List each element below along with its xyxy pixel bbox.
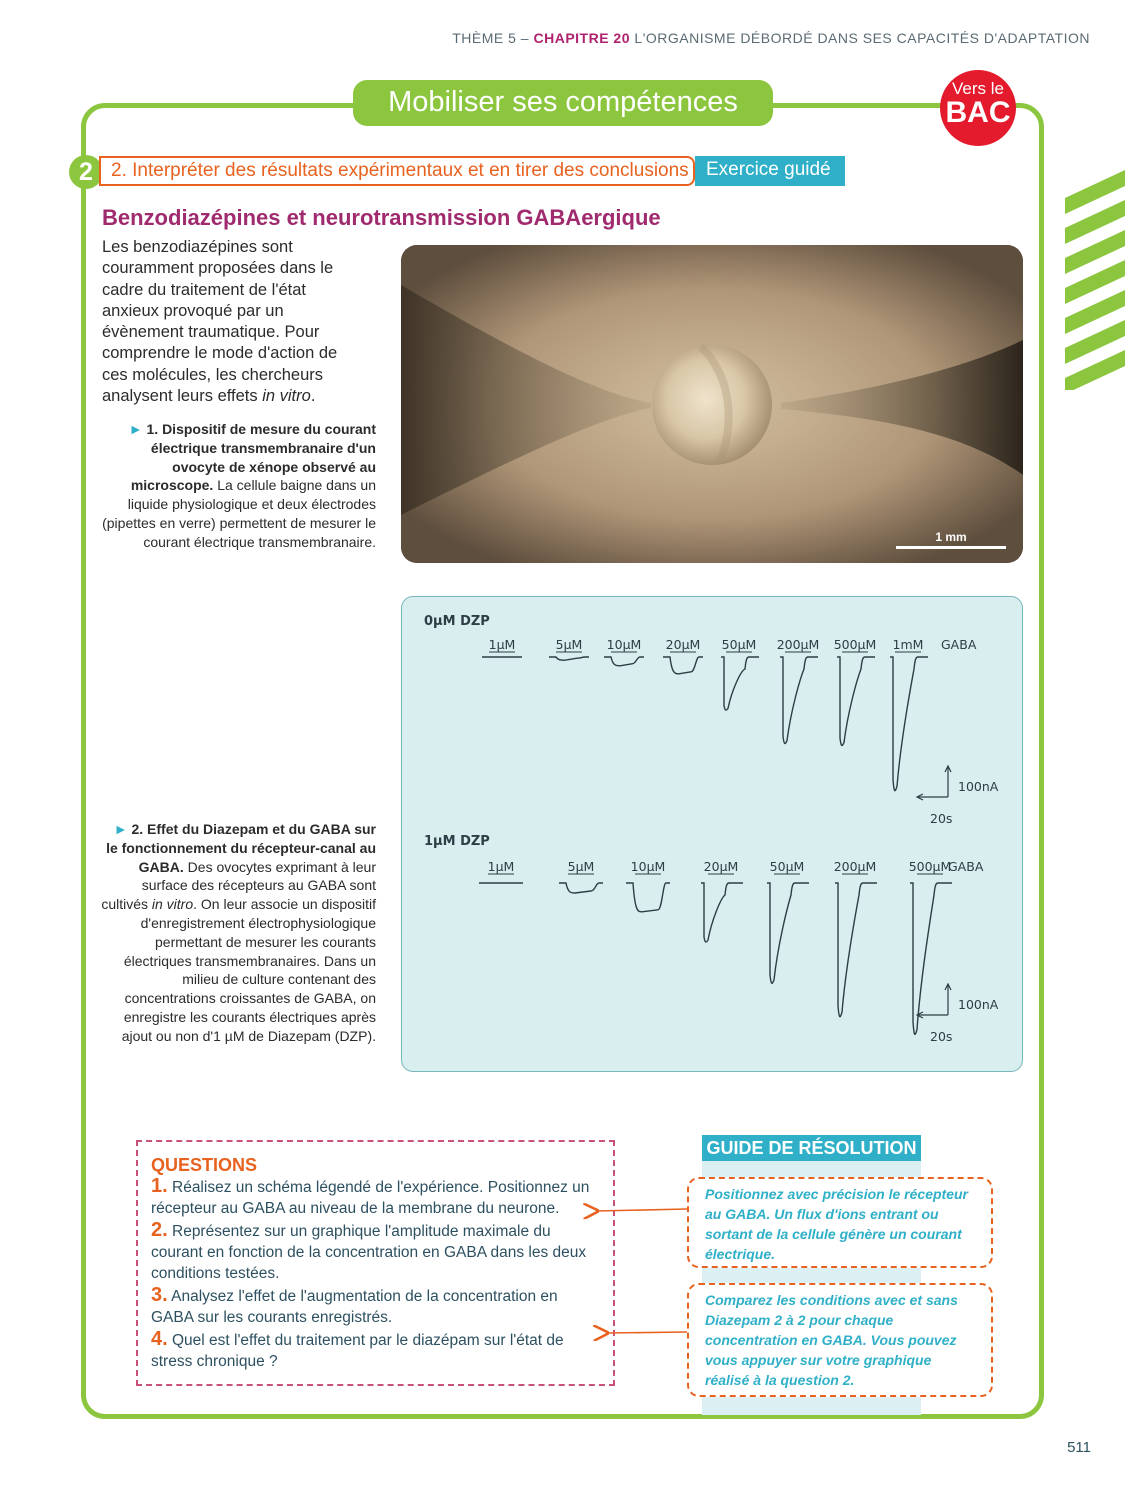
question-2-number: 2. bbox=[151, 1219, 168, 1241]
question-3-number: 3. bbox=[151, 1284, 168, 1306]
connector-arrow-2 bbox=[606, 1332, 687, 1333]
header-chapter: CHAPITRE 20 bbox=[533, 30, 631, 46]
concentration-label: 20µM bbox=[703, 859, 739, 874]
concentration-label: 50µM bbox=[721, 637, 757, 652]
question-4-text: Quel est l'effet du traitement par le diazépam sur l'état de stress chronique ? bbox=[151, 1332, 564, 1370]
question-2-text: Représentez sur un graphique l'amplitude maximale du courant en fonction de la concentration en GABA dans les deux conditions testées. bbox=[151, 1223, 587, 1282]
gaba-label: GABA bbox=[941, 637, 977, 652]
concentration-label: 20µM bbox=[665, 637, 701, 652]
exercise-tag: Exercice guidé bbox=[695, 156, 845, 186]
guide-hint-2: Comparez les conditions avec et sans Diazepam 2 à 2 pour chaque concentration en GABA. Vous pouvez vous appuyer sur votre graphique réalisé à la question 2. bbox=[687, 1283, 993, 1397]
bac-badge-line1: Vers le bbox=[952, 79, 1004, 98]
concentration-label: 200µM bbox=[776, 637, 820, 652]
doc2-caption-italic: in vitro bbox=[151, 896, 194, 913]
concentration-label: 10µM bbox=[630, 859, 666, 874]
guide-hint-1: Positionnez avec précision le récepteur au GABA. Un flux d'ions entrant ou sortant de la cellule génère un courant électrique. bbox=[687, 1177, 993, 1268]
header-chapter-title: L'ORGANISME DÉBORDÉ DANS SES CAPACITÉS D'ADAPTATION bbox=[634, 30, 1090, 46]
gaba-label: GABA bbox=[948, 859, 984, 874]
concentration-label: 1µM bbox=[488, 637, 516, 652]
intro-end: . bbox=[310, 387, 316, 406]
question-4-number: 4. bbox=[151, 1328, 168, 1350]
question-1-text: Réalisez un schéma légendé de l'expérience. Positionnez un récepteur au GABA au niveau de la membrane du neurone. bbox=[151, 1179, 590, 1217]
header-theme: THÈME 5 – bbox=[452, 30, 530, 46]
concentration-label: 50µM bbox=[769, 859, 805, 874]
page-title: Mobiliser ses compétences bbox=[353, 80, 773, 126]
doc1-caption-title: 1. Dispositif de mesure du courant électrique transmembranaire d'un ovocyte de xénope observé au microscope. bbox=[130, 421, 376, 494]
doc2-caption-title: 2. Effet du Diazepam et du GABA sur le fonctionnement du récepteur-canal au GABA. bbox=[106, 821, 376, 875]
time-scale-label: 20s bbox=[930, 1029, 953, 1044]
concentration-label: 1mM bbox=[892, 637, 924, 652]
concentration-label: 500µM bbox=[908, 859, 952, 874]
section-title: Benzodiazépines et neurotransmission GABAergique bbox=[102, 205, 661, 230]
guide-title: GUIDE DE RÉSOLUTION bbox=[702, 1135, 921, 1161]
doc2-caption-text2: . On leur associe un dispositif d'enregistrement électrophysiologique permettant de mesurer les courants électriques transmembranaires. Dans un milieu de culture contenant des concentrations croissantes de GABA, on enregistre les courants électriques après ajout ou non d'1 µM de Diazepam (DZP). bbox=[121, 896, 376, 1044]
time-scale-label: 20s bbox=[930, 811, 953, 826]
concentration-label: 1µM bbox=[487, 859, 515, 874]
concentration-label: 5µM bbox=[555, 637, 583, 652]
caption-arrow-icon: ► bbox=[128, 421, 143, 437]
bac-badge-line2: BAC bbox=[945, 96, 1011, 129]
concentration-label: 5µM bbox=[567, 859, 595, 874]
question-1-number: 1. bbox=[151, 1175, 168, 1197]
panel-title-bottom: 1µM DZP bbox=[424, 834, 490, 849]
panel-title-top: 0µM DZP bbox=[424, 614, 490, 629]
question-3-text: Analysez l'effet de l'augmentation de la concentration en GABA sur les courants enregistrés. bbox=[151, 1288, 558, 1326]
doc1-caption-text: La cellule baigne dans un liquide physiologique et deux électrodes (pipettes en verre) permettent de mesurer le courant électrique transmembranaire. bbox=[102, 477, 376, 550]
caption-arrow-icon: ► bbox=[113, 821, 128, 837]
concentration-label: 200µM bbox=[833, 859, 877, 874]
doc2-caption-text1: Des ovocytes exprimant à leur surface des récepteurs au GABA sont cultivés bbox=[101, 858, 376, 913]
page-number: 511 bbox=[1067, 1439, 1091, 1456]
intro-text: Les benzodiazépines sont couramment proposées dans le cadre du traitement de l'état anxieux provoqué par un évènement traumatique. Pour comprendre le mode d'action de ces molécules, les chercheurs analysent leurs effets bbox=[102, 238, 338, 406]
exercise-number: 2 bbox=[69, 155, 103, 189]
exercise-title: 2. Interpréter des résultats expérimentaux et en tirer des conclusions bbox=[99, 156, 695, 186]
connector-arrow-1 bbox=[596, 1209, 687, 1211]
concentration-label: 500µM bbox=[833, 637, 877, 652]
intro-italic: in vitro bbox=[262, 387, 311, 406]
questions-title: QUESTIONS bbox=[151, 1155, 258, 1175]
concentration-label: 10µM bbox=[606, 637, 642, 652]
scale-bar-label: 1 mm bbox=[935, 530, 967, 544]
current-scale-label: 100nA bbox=[958, 997, 999, 1012]
current-scale-label: 100nA bbox=[958, 779, 999, 794]
